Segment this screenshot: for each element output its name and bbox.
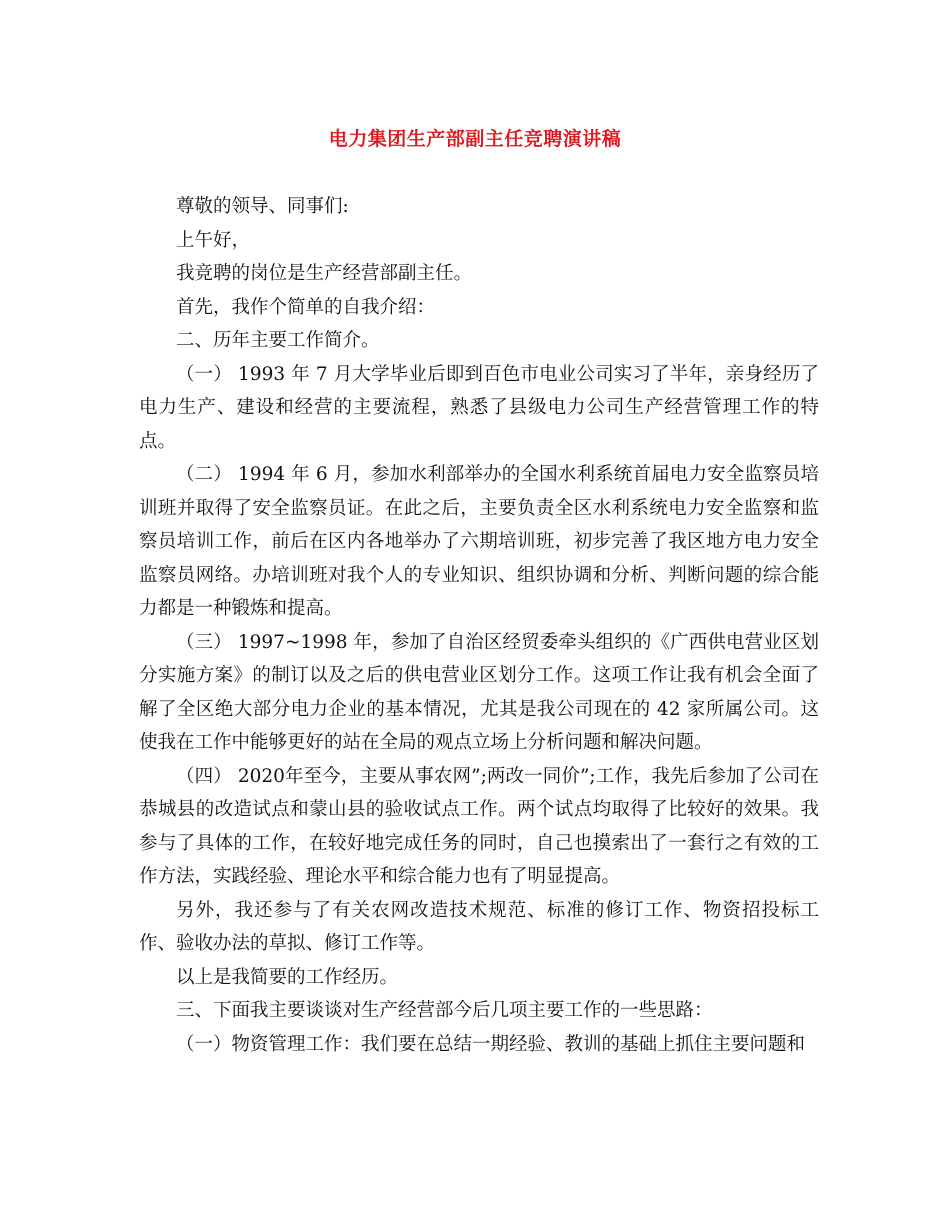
section-heading-3: 三、下面我主要谈谈对生产经营部今后几项主要工作的一些思路： <box>176 1000 713 1021</box>
document-body <box>139 190 819 1061</box>
paragraph-item-2: （二） 1994 年 6 月，参加水利部举办的全国水利系统首届电力安全监察员培训班并取得了安全监察员证。在此之后，主要负责全区水利系统电力安全监察和监察员培训工作，前后在区内各地举办了六期培训班，初步完善了我区地方电力安全监察员网络。办培训班对我个人的专业知识、组织协调和分析、判断问题的综合能力都是一种锻炼和提高。 <box>139 464 819 619</box>
paragraph-position: 我竞聘的岗位是生产经营部副主任。 <box>176 263 473 284</box>
paragraph-additional: 另外，我还参与了有关农网改造技术规范、标准的修订工作、物资招投标工作、验收办法的草拟、修订工作等。 <box>139 899 819 954</box>
paragraph-intro: 首先，我作个简单的自我介绍： <box>176 296 436 318</box>
document-title: 电力集团生产部副主任竞聘演讲稿 <box>328 128 622 150</box>
paragraph-item-1: （一） 1993 年 7 月大学毕业后即到百色市电业公司实习了半年，亲身经历了电力生产、建设和经营的主要流程，熟悉了县级电力公司生产经营管理工作的特点。 <box>139 363 819 452</box>
paragraph-summary: 以上是我简要的工作经历。 <box>176 966 399 988</box>
section-heading-2: 二、历年主要工作简介。 <box>176 330 380 351</box>
paragraph-material-management: （一）物资管理工作：我们要在总结一期经验、教训的基础上抓住主要问题和 <box>176 1033 806 1055</box>
paragraph-good-morning: 上午好， <box>176 229 251 251</box>
paragraph-item-4: （四） 2020年至今，主要从事农网”;两改一同价”;工作，我先后参加了公司在恭城县的改造试点和蒙山县的验收试点工作。两个试点均取得了比较好的效果。我参与了具体的工作，在较好地完成任务的同时，自己也摸索出了一套行之有效的工作方法，实践经验、理论水平和综合能力也有了明显提高。 <box>139 765 819 887</box>
paragraph-item-3: （三） 1997~1998 年，参加了自治区经贸委牵头组织的《广西供电营业区划分实施方案》的制订以及之后的供电营业区划分工作。这项工作让我有机会全面了解了全区绝大部分电力企业的基本情况，尤其是我公司现在的 42 家所属公司。这使我在工作中能够更好的站在全局的观点立场上分析问题和解决问题。 <box>139 631 819 753</box>
paragraph-greeting: 尊敬的领导、同事们: <box>176 196 349 217</box>
